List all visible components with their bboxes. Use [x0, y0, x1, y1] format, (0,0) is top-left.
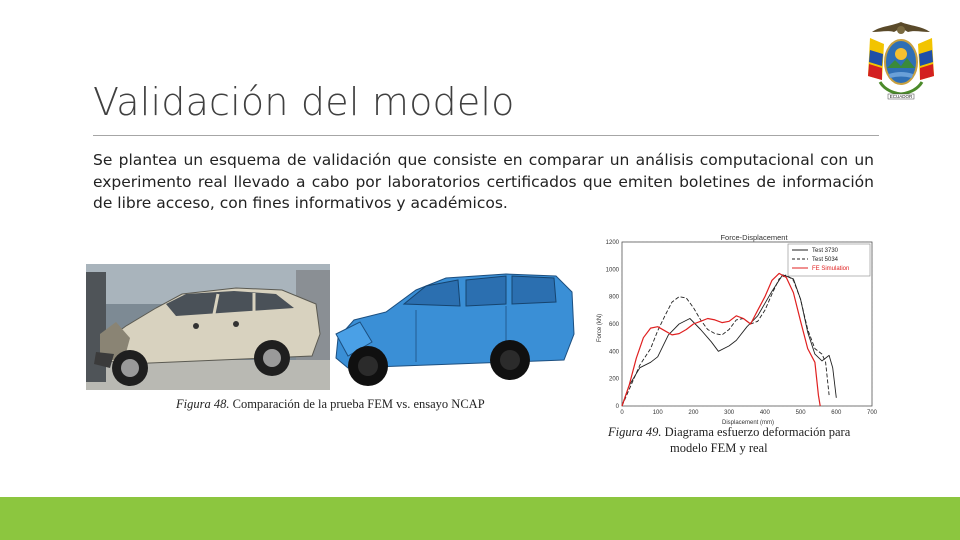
fem-simulation-render — [336, 274, 574, 386]
figure49-text-line1: Diagrama esfuerzo deformación para — [664, 425, 851, 439]
chart-title: Force-Displacement — [720, 233, 788, 242]
force-displacement-chart — [594, 232, 882, 454]
x-tick-label: 300 — [724, 410, 735, 416]
crash-test-photo — [86, 264, 330, 390]
y-tick-label: 600 — [608, 322, 619, 328]
x-tick-label: 600 — [831, 410, 842, 416]
figure48-text: Comparación de la prueba FEM vs. ensayo NCAP — [232, 397, 485, 411]
y-tick-label: 0 — [615, 404, 619, 410]
figure49-caption — [608, 425, 850, 440]
crash-comparison-image — [86, 264, 578, 414]
body-paragraph: Se plantea un esquema de validación que consiste en comparar un análisis computacional con un experimento real llevado a cabo por laboratorios certificados que emiten boletines de información de libre acceso, con fines informativos y académicos. — [93, 151, 874, 212]
y-tick-label: 1000 — [605, 267, 619, 274]
figure48-caption — [176, 397, 485, 412]
y-tick-label: 1200 — [605, 240, 619, 246]
x-tick-label: 200 — [688, 410, 699, 416]
footer-accent-bar — [0, 497, 960, 540]
y-axis-label: Force (kN) — [597, 313, 603, 343]
figure49-caption-line2: modelo FEM y real — [670, 441, 768, 455]
y-tick-label: 400 — [608, 349, 619, 356]
legend-label: FE Simulation — [812, 266, 850, 272]
y-tick-label: 200 — [608, 376, 619, 383]
x-tick-label: 400 — [759, 410, 770, 416]
coat-of-arms-icon — [862, 20, 940, 102]
x-tick-label: 700 — [866, 410, 878, 416]
x-tick-label: 100 — [652, 410, 663, 416]
figure48-label: Figura 48. — [176, 397, 230, 411]
x-axis-label: Displacement (mm) — [721, 420, 775, 426]
title-divider — [93, 135, 879, 136]
page-title: Validación del modelo — [93, 80, 515, 124]
figure49-label: Figura 49. — [608, 425, 662, 439]
x-tick-label: 500 — [795, 410, 806, 416]
x-tick-label: 0 — [620, 410, 624, 416]
legend-label: Test 3730 — [812, 248, 839, 254]
logo-motto: ECUADOR — [889, 94, 913, 99]
legend-label: Test 5034 — [812, 257, 839, 263]
y-tick-label: 800 — [608, 294, 619, 301]
